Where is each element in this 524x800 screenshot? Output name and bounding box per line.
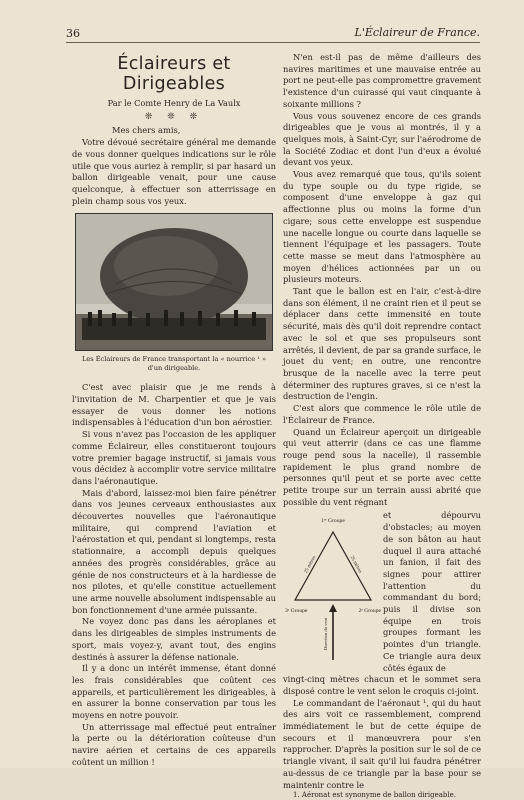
triangle-diagram	[283, 510, 383, 662]
diagram-side-left: 25 mètres	[303, 555, 318, 575]
page-number: 36	[66, 27, 80, 40]
paragraph-3: Si vous n'avez pas l'occasion de les appliquer comme Éclaireur, elles constitueront toujours votre premier bagage instructif, si jamais vous vous décidez à accomplir votre service militaire dans l'aéronautique.	[72, 429, 276, 486]
paragraph-r2: Vous vous souvenez encore de ces grands dirigeables que je vous ai montrés, il y a quelques mois, à Saint-Cyr, sur l'aérodrome de la Société Zodiac et dont l'un d'eux a évolué devant vos yeux.	[283, 110, 481, 168]
diagram-side-text	[383, 510, 481, 674]
diagram-arrow-label: Direction du vent	[323, 618, 328, 651]
paragraph-1: Votre dévoué secrétaire général me demande de vous donner quelques indications sur le rôle utile que vous auriez à remplir, si par hasard un ballon dirigeable venait, pour une cause quelconque, à effectuer son atterrissage en plein champ sous vos yeux.	[72, 137, 276, 206]
diagram-right-label: 2ᵉ Groupe	[358, 608, 381, 615]
byline: Par le Comte Henry de La Vaulx	[107, 98, 241, 108]
diagram-left-label: 3ᵉ Groupe	[285, 608, 308, 615]
paragraph-r6c: vingt-cinq mètres chacun et le sommet sera disposé contre le vent selon le croquis ci-joint.	[283, 674, 481, 696]
paragraph-2: C'est avec plaisir que je me rends à l'invitation de M. Charpentier et que je vais essayer de vous donner les notions indispensables à l'éducation d'un bon aérostier.	[72, 382, 276, 428]
photo-caption: Les Éclaireurs de France transportant la « nourrice ¹ » d'un dirigeable.	[81, 355, 267, 373]
photo-figure	[72, 213, 276, 373]
left-column	[72, 52, 276, 769]
diagram-side-right: 25 mètres	[348, 555, 363, 575]
paragraph-r6b: et dépourvu d'obstacles; au moyen de son bâton au haut duquel il aura attaché un fanion, il fait des signes pour attirer l'attention du commandant du bord; puis il divise son équipe en trois groupes formant les pointes d'un triangle. Ce triangle aura deux côtés égaux de	[383, 510, 481, 673]
dirigeable-photo	[75, 213, 273, 351]
header-rule	[66, 42, 480, 43]
paragraph-5: Ne voyez donc pas dans les aéroplanes et dans les dirigeables de simples instruments de sport, mais voyez-y, avant tout, des engins destinés à assurer la défense nationale.	[72, 616, 276, 662]
paragraph-r4: Tant que le ballon est en l'air, c'est-à-dire dans son élément, il ne craint rien et il peut se déplacer dans cette immensité en toute sécurité, mais dès qu'il doit reprendre contact avec le sol et que ses propulseurs sont arrêtés, il devient, de par sa grande surface, le jouet du vent; en outre, une rencontre brusque de la nacelle avec la terre peut déterminer des ruptures graves, si ce n'est la destruction de l'engin.	[283, 286, 481, 402]
article-title: Éclaireurs et Dirigeables	[117, 54, 231, 94]
diagram-block	[283, 510, 481, 674]
paragraph-7: Un atterrissage mal effectué peut entraîner la perte ou la détérioration coûteuse d'un navire aérien et certains de ces appareils coûtent un million !	[72, 721, 276, 767]
footnote: 1. Aéronat est synonyme de ballon dirigeable.	[293, 791, 457, 800]
paragraph-r6: Quand un Éclaireur aperçoit un dirigeable qui veut atterrir (dans ce cas une flamme rouge pend sous la nacelle), il rassemble rapidement le plus grand nombre de personnes qu'il peut et se porte avec cette petite troupe sur un terrain aussi abrité que possible du vent régnant	[283, 426, 481, 507]
running-title: L'Éclaireur de France.	[354, 26, 480, 39]
diagram-top-label: 1ᵉʳ Groupe	[321, 518, 345, 525]
paragraph-r7: Le commandant de l'aéronaut ¹, qui du haut des airs voit ce rassemblement, comprend immédiatement le but de cette équipe de secours et il manœuvrera pour s'en rapprocher. D'après la position sur le sol de ce triangle vivant, il sait qu'il lui faudra pénétrer au-dessus de ce triangle par la base pour se maintenir contre le	[283, 697, 481, 790]
paragraph-4: Mais d'abord, laissez-moi bien faire pénétrer dans vos jeunes cerveaux enthousiastes aux découvertes nouvelles que l'aéronautique militaire, qui comprend l'aviation et l'aérostation et qui, pendant si longtemps, resta stationnaire, a accompli depuis quelques années des progrès considérables, grâce au génie de nos constructeurs et à la hardiesse de nos pilotes, et qu'elle constitue actuellement une arme nouvelle absolument indispensable au bon fonctionnement d'une armée puissante.	[72, 487, 276, 615]
right-column	[283, 52, 481, 800]
paragraph-r5: C'est alors que commence le rôle utile de l'Éclaireur de France.	[283, 403, 481, 425]
paragraph-6: Il y a donc un intérêt immense, étant donné les frais considérables que coûtent ces appareils, et particulièrement les dirigeables, à en assurer la bonne conservation par tous les moyens en notre pouvoir.	[72, 663, 276, 721]
ornament: ❊ ❊ ❊	[144, 111, 204, 122]
greeting: Mes chers amis,	[112, 125, 181, 136]
paragraph-r1: N'en est-il pas de même d'ailleurs des navires maritimes et une mauvaise entrée au port ne peut-elle pas compromettre gravement l'existence d'un cuirassé qui vaut cinquante à soixante millions ?	[283, 52, 481, 109]
paragraph-r3: Vous avez remarqué que tous, qu'ils soient du type souple ou du type rigide, se composent d'une enveloppe à gaz qui affectionne plus ou moins la forme d'un cigare; sous cette enveloppe est suspendue une nacelle longue ou courte dans laquelle se tiennent l'équipage et les passagers. Toute cette masse se meut dans l'atmosphère au moyen d'hélices actionnées par un ou plusieurs moteurs.	[283, 169, 481, 285]
